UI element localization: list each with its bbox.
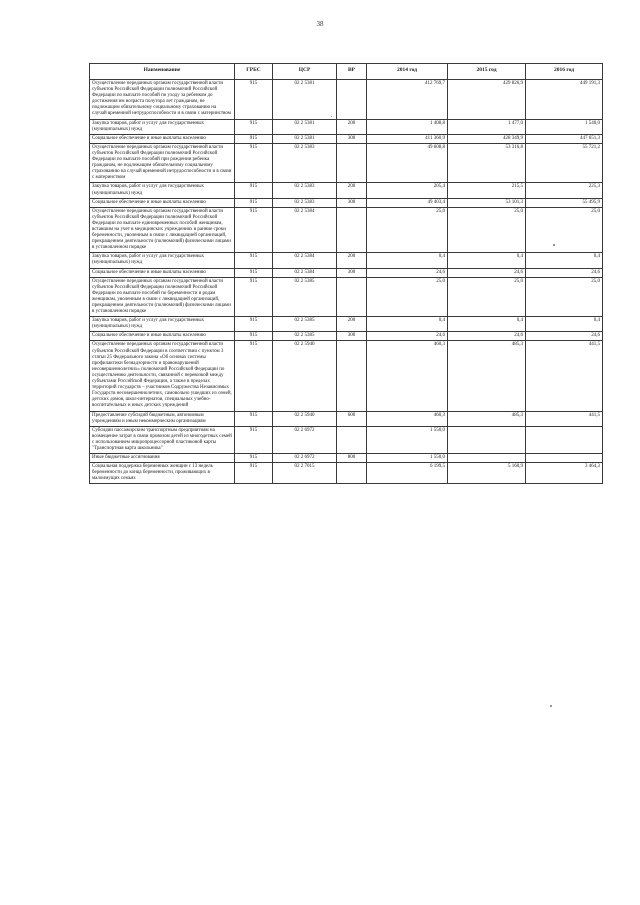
row-name: Предоставление субсидий бюджетным, автономным учреждениям и иным некоммерческим организациям — [90, 411, 235, 426]
row-value-2016: 3 464,3 — [526, 463, 603, 484]
row-grbs: 915 — [235, 207, 273, 253]
row-name: Социальное обеспечение и иные выплаты населению — [90, 332, 235, 341]
row-value-2016 — [526, 426, 603, 453]
row-value-2014: 1 550,0 — [367, 454, 448, 463]
table-row — [90, 207, 603, 253]
row-csr: 02 2 5383 — [273, 183, 337, 198]
row-grbs: 915 — [235, 80, 273, 120]
row-vr — [337, 463, 367, 484]
row-value-2014: 1 550,0 — [367, 426, 448, 453]
row-value-2015 — [448, 426, 526, 453]
budget-table — [89, 63, 603, 484]
row-value-2016: 447 651,3 — [526, 134, 603, 143]
row-value-2016: 24,6 — [526, 268, 603, 277]
row-name: Осуществление переданных органам государственной власти субъектов Российской Федерации в соответствии с пунктом 3 статьи 25 Федерального закона «Об основах системы профилактики безнадзорности и правонарушений несовершеннолетних» полномочий Российской Федерации по осуществлению деятельности, связанной с перевозкой между субъектами Российской Федерации, а также в пределах территорий государств – участников Содружества Независимых Государств несовершеннолетних, самовольно ушедших из семей, детских домов, школ-интернатов, специальных учебно-воспитательных и иных детских учреждений — [90, 341, 235, 411]
row-value-2014: 25,0 — [367, 277, 448, 317]
row-vr — [337, 426, 367, 453]
row-name: Осуществление переданных органам государственной власти субъектов Российской Федерации полномочий Российской Федерации по выплате единовременных пособий женщинам, вставшим на учет в медицинских учреждениях в ранние сроки беременности, уволенным в связи с ликвидацией организаций, прекращением деятельности (полномочий) физическими лицами в установленном порядке — [90, 207, 235, 253]
row-name: Осуществление переданных органам государственной власти субъектов Российской Федерации полномочий Российской Федерации по выплате пособий при рождении ребенка гражданам, не подлежащим обязательному социальному страхованию на случай временной нетрудоспособности и в связи с материнством — [90, 143, 235, 183]
row-vr: 300 — [337, 134, 367, 143]
row-csr: 02 2 7015 — [273, 463, 337, 484]
row-name: Субсидии пассажирским транспортным предприятиям на возмещение затрат в связи провозом детей из многодетных семей с использованием микропроцессорной пластиковой карты "Транспортная карта школьника" — [90, 426, 235, 453]
table-row — [90, 341, 603, 411]
row-value-2015: 215,5 — [448, 183, 526, 198]
row-csr: 02 2 5381 — [273, 80, 337, 120]
table-row — [90, 463, 603, 484]
row-vr — [337, 80, 367, 120]
column-header-2014: 2014 год — [367, 64, 448, 80]
row-name: Осуществление переданных органам государственной власти субъектов Российской Федерации полномочий Российской Федерации по выплате пособий по уходу за ребенком до достижения им возраста полутора лет гражданам, не подлежащим обязательному социальному страхованию на случай временной нетрудоспособности и в связи с материнством — [90, 80, 235, 120]
row-name: Социальное обеспечение и иные выплаты населению — [90, 268, 235, 277]
row-csr: 02 2 5381 — [273, 119, 337, 134]
row-csr: 02 2 5384 — [273, 207, 337, 253]
row-value-2016: 441,5 — [526, 411, 603, 426]
row-value-2015: 53 316,8 — [448, 143, 526, 183]
row-value-2014: 6 199,5 — [367, 463, 448, 484]
row-vr — [337, 207, 367, 253]
row-value-2016: 0,4 — [526, 317, 603, 332]
row-grbs: 915 — [235, 268, 273, 277]
budget-sheet — [89, 63, 602, 484]
table-row — [90, 80, 603, 120]
row-value-2015: 5 160,9 — [448, 463, 526, 484]
row-value-2016: 0,4 — [526, 253, 603, 268]
table-row — [90, 268, 603, 277]
column-header-name: Наименование — [90, 64, 235, 80]
table-row — [90, 198, 603, 207]
row-grbs: 915 — [235, 198, 273, 207]
row-value-2014: 24,6 — [367, 332, 448, 341]
row-value-2014: 460,3 — [367, 341, 448, 411]
row-grbs: 915 — [235, 332, 273, 341]
column-header-grbs: ГРБС — [235, 64, 273, 80]
row-csr: 02 2 5385 — [273, 317, 337, 332]
row-vr: 200 — [337, 119, 367, 134]
row-name: Закупка товаров, работ и услуг для государственных (муниципальных) нужд — [90, 183, 235, 198]
row-grbs: 915 — [235, 463, 273, 484]
table-row — [90, 277, 603, 317]
table-row — [90, 143, 603, 183]
row-vr: 300 — [337, 332, 367, 341]
row-value-2015: 25,0 — [448, 207, 526, 253]
row-grbs: 915 — [235, 411, 273, 426]
row-value-2015: 24,6 — [448, 332, 526, 341]
row-grbs: 915 — [235, 277, 273, 317]
row-value-2014: 460,3 — [367, 411, 448, 426]
row-grbs: 915 — [235, 143, 273, 183]
row-value-2014: 0,4 — [367, 317, 448, 332]
row-value-2014: 24,6 — [367, 268, 448, 277]
row-vr: 600 — [337, 411, 367, 426]
row-csr: 02 2 5383 — [273, 143, 337, 183]
row-value-2016: 225,3 — [526, 183, 603, 198]
row-vr — [337, 143, 367, 183]
row-csr: 02 2 5381 — [273, 134, 337, 143]
column-header-csr: ЦСР — [273, 64, 337, 80]
table-row — [90, 426, 603, 453]
table-row — [90, 119, 603, 134]
row-name: Закупка товаров, работ и услуг для государственных (муниципальных) нужд — [90, 119, 235, 134]
row-value-2015: 485,3 — [448, 341, 526, 411]
row-value-2014: 0,4 — [367, 253, 448, 268]
row-value-2016: 24,6 — [526, 332, 603, 341]
row-csr: 02 2 5940 — [273, 341, 337, 411]
row-vr: 800 — [337, 454, 367, 463]
row-csr: 02 2 5384 — [273, 268, 337, 277]
row-vr: 200 — [337, 253, 367, 268]
row-value-2016: 441,5 — [526, 341, 603, 411]
row-name: Социальная поддержка беременных женщин с 13 недель беременности до конца беременности, проживающих в малоимущих семьях — [90, 463, 235, 484]
table-row — [90, 411, 603, 426]
row-vr: 200 — [337, 183, 367, 198]
page-number: 38 — [316, 20, 324, 28]
row-value-2015: 24,6 — [448, 268, 526, 277]
row-value-2016: 1 540,0 — [526, 119, 603, 134]
row-grbs: 915 — [235, 426, 273, 453]
row-value-2016: 25,0 — [526, 207, 603, 253]
row-value-2015: 0,4 — [448, 253, 526, 268]
row-value-2014: 49 608,8 — [367, 143, 448, 183]
row-value-2014: 205,4 — [367, 183, 448, 198]
row-name: Закупка товаров, работ и услуг для государственных (муниципальных) нужд — [90, 317, 235, 332]
row-name: Социальное обеспечение и иные выплаты населению — [90, 198, 235, 207]
table-row — [90, 317, 603, 332]
row-grbs: 915 — [235, 253, 273, 268]
row-name: Социальное обеспечение и иные выплаты населению — [90, 134, 235, 143]
row-value-2015: 53 101,3 — [448, 198, 526, 207]
row-grbs: 915 — [235, 134, 273, 143]
scan-speck — [553, 244, 555, 246]
row-value-2015: 1 477,0 — [448, 119, 526, 134]
row-value-2016 — [526, 454, 603, 463]
row-grbs: 915 — [235, 119, 273, 134]
row-value-2016: 25,0 — [526, 277, 603, 317]
row-value-2015: 0,4 — [448, 317, 526, 332]
row-value-2015: 428 349,9 — [448, 134, 526, 143]
table-row — [90, 454, 603, 463]
row-vr — [337, 341, 367, 411]
row-vr — [337, 277, 367, 317]
row-csr: 02 2 6972 — [273, 454, 337, 463]
row-vr: 300 — [337, 268, 367, 277]
row-csr: 02 2 6972 — [273, 426, 337, 453]
table-row — [90, 134, 603, 143]
row-value-2016: 449 191,3 — [526, 80, 603, 120]
row-value-2016: 55 721,2 — [526, 143, 603, 183]
row-name: Иные бюджетные ассигнования — [90, 454, 235, 463]
row-value-2014: 412 769,7 — [367, 80, 448, 120]
row-value-2016: 55 495,9 — [526, 198, 603, 207]
row-value-2014: 1 408,8 — [367, 119, 448, 134]
row-name: Осуществление переданных органам государственной власти субъектов Российской Федерации полномочий Российской Федерации по выплате пособий по беременности и родам женщинам, уволенным в связи с ликвидацией организаций, прекращением деятельности (полномочий) физическими лицами в установленном порядке — [90, 277, 235, 317]
row-csr: 02 2 5384 — [273, 253, 337, 268]
row-value-2015: 485,3 — [448, 411, 526, 426]
row-vr: 200 — [337, 317, 367, 332]
row-vr: 300 — [337, 198, 367, 207]
row-value-2015: 25,0 — [448, 277, 526, 317]
row-csr: 02 2 5385 — [273, 277, 337, 317]
scan-speck — [331, 116, 332, 117]
column-header-2015: 2015 год — [448, 64, 526, 80]
row-value-2014: 411 360,9 — [367, 134, 448, 143]
table-row — [90, 332, 603, 341]
row-grbs: 915 — [235, 183, 273, 198]
column-header-2016: 2016 год — [526, 64, 603, 80]
table-row — [90, 183, 603, 198]
row-value-2014: 49 403,4 — [367, 198, 448, 207]
row-name: Закупка товаров, работ и услуг для государственных (муниципальных) нужд — [90, 253, 235, 268]
row-value-2014: 25,0 — [367, 207, 448, 253]
row-value-2015 — [448, 454, 526, 463]
row-grbs: 915 — [235, 317, 273, 332]
row-value-2015: 429 826,9 — [448, 80, 526, 120]
column-header-vr: ВР — [337, 64, 367, 80]
row-grbs: 915 — [235, 454, 273, 463]
row-csr: 02 2 5383 — [273, 198, 337, 207]
table-header-row — [90, 64, 603, 80]
scan-speck — [550, 705, 552, 707]
table-row — [90, 253, 603, 268]
row-grbs: 915 — [235, 341, 273, 411]
row-csr: 02 2 5940 — [273, 411, 337, 426]
row-csr: 02 2 5385 — [273, 332, 337, 341]
